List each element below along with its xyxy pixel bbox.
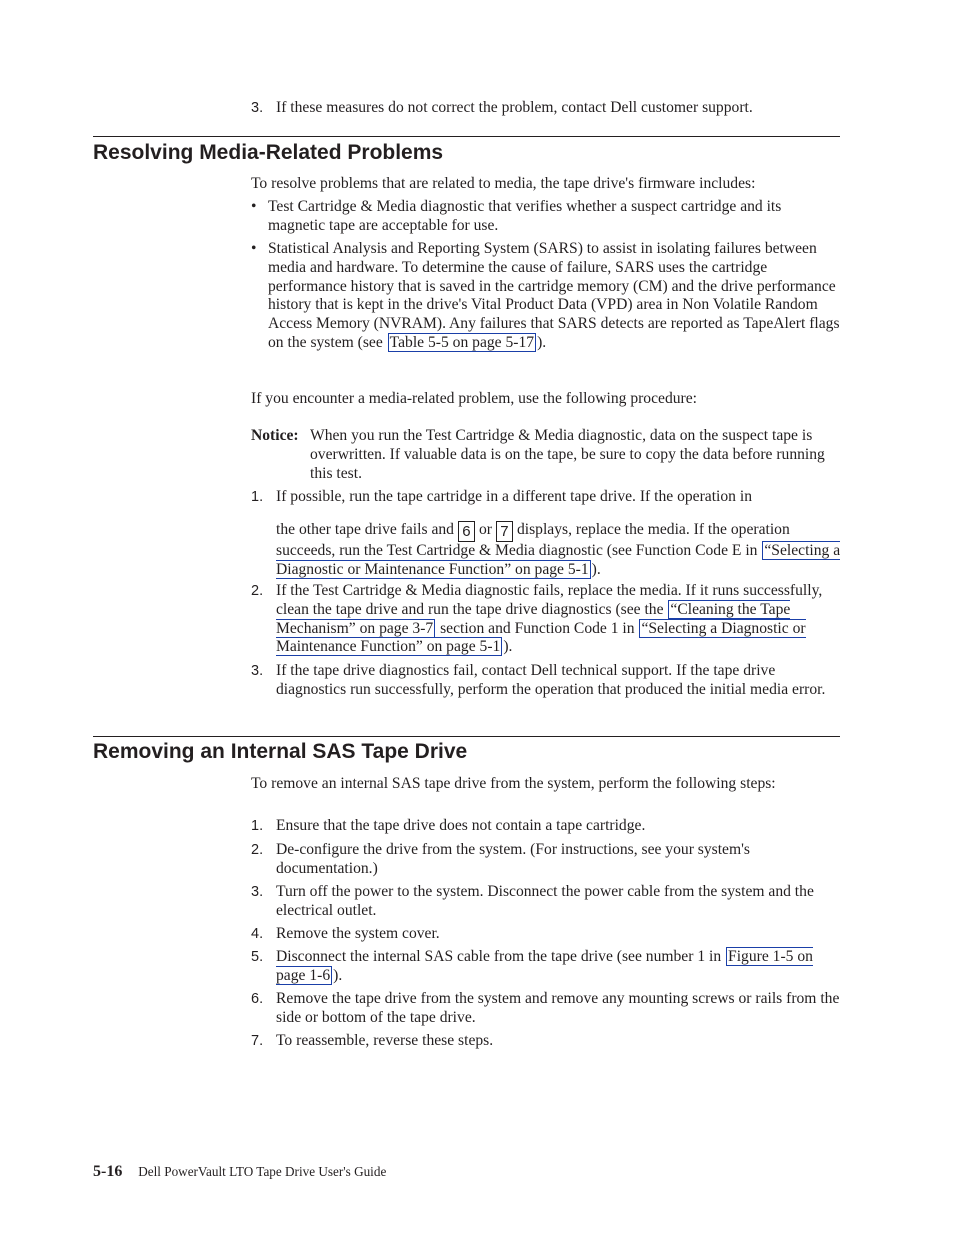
notice-label: Notice: bbox=[251, 427, 299, 444]
step-text-part: or bbox=[478, 520, 492, 538]
notice-text: When you run the Test Cartridge & Media diagnostic, data on the suspect tape is overwritten. If valuable data is on the tape, be sure to copy the data before running this test. bbox=[310, 427, 825, 482]
step-text-part: ). bbox=[591, 560, 601, 578]
step-text-part: section and Function Code 1 in bbox=[436, 619, 639, 637]
page-number: 5-16 bbox=[93, 1163, 123, 1180]
step-text: De-configure the drive from the system. (For instructions, see your system's documentation.) bbox=[276, 841, 750, 877]
list-item bbox=[251, 990, 841, 1026]
list-item bbox=[251, 488, 841, 578]
list-item bbox=[251, 99, 841, 118]
section-heading: Resolving Media-Related Problems bbox=[93, 141, 444, 164]
section-divider bbox=[93, 136, 840, 137]
step-text-part: ). bbox=[333, 966, 343, 984]
step-number: 2. bbox=[251, 842, 264, 858]
section-heading: Removing an Internal SAS Tape Drive bbox=[93, 740, 468, 763]
bullet-marker: • bbox=[251, 198, 257, 215]
display-code-6: 6 bbox=[458, 521, 475, 542]
bullet-text-part: ). bbox=[537, 333, 547, 351]
step-text-rest bbox=[276, 521, 841, 580]
step-text: Turn off the power to the system. Disconnect the power cable from the system and the electrical outlet. bbox=[276, 883, 814, 919]
step-text bbox=[276, 948, 841, 986]
section-intro: To resolve problems that are related to media, the tape drive's firmware includes: bbox=[251, 175, 756, 192]
list-item bbox=[251, 841, 841, 877]
step-text: If these measures do not correct the problem, contact Dell customer support. bbox=[276, 99, 753, 116]
cross-reference-link[interactable]: Table 5-5 on page 5-17 bbox=[389, 333, 535, 351]
cross-reference-link[interactable]: “Cleaning the Tape Mechanism” on page 3-7 bbox=[276, 600, 791, 637]
step-text bbox=[276, 582, 841, 657]
list-item bbox=[251, 925, 841, 944]
step-number: 7. bbox=[251, 1033, 264, 1049]
step-text: Ensure that the tape drive does not contain a tape cartridge. bbox=[276, 817, 646, 834]
step-text: To reassemble, reverse these steps. bbox=[276, 1032, 494, 1049]
section-divider bbox=[93, 736, 840, 737]
step-text-part: If the Test Cartridge & Media diagnostic fails, replace the media. If it runs successfully, clean the tape drive and run the tape drive diagnostics (see the bbox=[276, 582, 823, 618]
step-text: If the tape drive diagnostics fail, contact Dell technical support. If the tape drive diagnostics run successfully, perform the operation that produced the initial media error. bbox=[276, 662, 826, 698]
bullet-text: Test Cartridge & Media diagnostic that verifies whether a suspect cartridge and its magnetic tape are acceptable for use. bbox=[268, 198, 782, 234]
cross-reference-link[interactable]: “Selecting a Diagnostic or Maintenance Function” on page 5-1 bbox=[276, 619, 806, 656]
step-text-part: ). bbox=[503, 638, 513, 656]
step-text-line: If possible, run the tape cartridge in a different tape drive. If the operation in bbox=[276, 488, 753, 505]
step-text-part: Disconnect the internal SAS cable from the tape drive (see number 1 in bbox=[276, 948, 726, 965]
list-item bbox=[251, 817, 841, 836]
page-footer bbox=[93, 1163, 386, 1182]
section-intro: To remove an internal SAS tape drive from the system, perform the following steps: bbox=[251, 775, 776, 792]
step-text bbox=[276, 488, 841, 579]
list-item bbox=[251, 662, 841, 698]
cross-reference-link[interactable]: “Selecting a Diagnostic or Maintenance Function” on page 5-1 bbox=[276, 541, 841, 578]
bullet-text-part: Statistical Analysis and Reporting System (SARS) to assist in isolating failures between media and hardware. To determine the cause of failure, SARS uses the cartridge performance history that is saved in the cartridge memory (CM) and the drive performance history that is kept in the drive's Vital Product Data (VPD) area in Non Volatile Random Access Memory (NVRAM). Any failures that SARS detects are reported as TapeAlert flags on the system (see bbox=[268, 240, 840, 351]
step-number: 6. bbox=[251, 991, 264, 1007]
step-text: Remove the system cover. bbox=[276, 925, 440, 942]
step-number: 4. bbox=[251, 926, 264, 942]
bullet-marker: • bbox=[251, 240, 257, 257]
step-number: 1. bbox=[251, 818, 264, 834]
step-number: 5. bbox=[251, 949, 264, 965]
book-title: Dell PowerVault LTO Tape Drive User's Guide bbox=[138, 1164, 387, 1179]
step-text: Remove the tape drive from the system and remove any mounting screws or rails from the side or bottom of the tape drive. bbox=[276, 990, 840, 1026]
list-item bbox=[251, 1032, 841, 1051]
list-item bbox=[251, 883, 841, 919]
step-text-part: the other tape drive fails and bbox=[276, 520, 454, 538]
step-number: 1. bbox=[251, 489, 264, 505]
display-code-7: 7 bbox=[496, 521, 513, 542]
bullet-text bbox=[268, 240, 841, 353]
list-item bbox=[251, 582, 841, 656]
step-number: 3. bbox=[251, 884, 264, 900]
step-number: 3. bbox=[251, 100, 264, 116]
step-text-part: displays, replace the media. If the operation succeeds, run the Test Cartridge & Media diagnostic (see Function Code E in bbox=[276, 520, 790, 559]
step-number: 2. bbox=[251, 583, 264, 599]
cross-reference-link[interactable]: Figure 1-5 on page 1-6 bbox=[276, 948, 813, 984]
step-number: 3. bbox=[251, 663, 264, 679]
procedure-intro: If you encounter a media-related problem, use the following procedure: bbox=[251, 390, 697, 407]
list-item bbox=[251, 948, 841, 984]
